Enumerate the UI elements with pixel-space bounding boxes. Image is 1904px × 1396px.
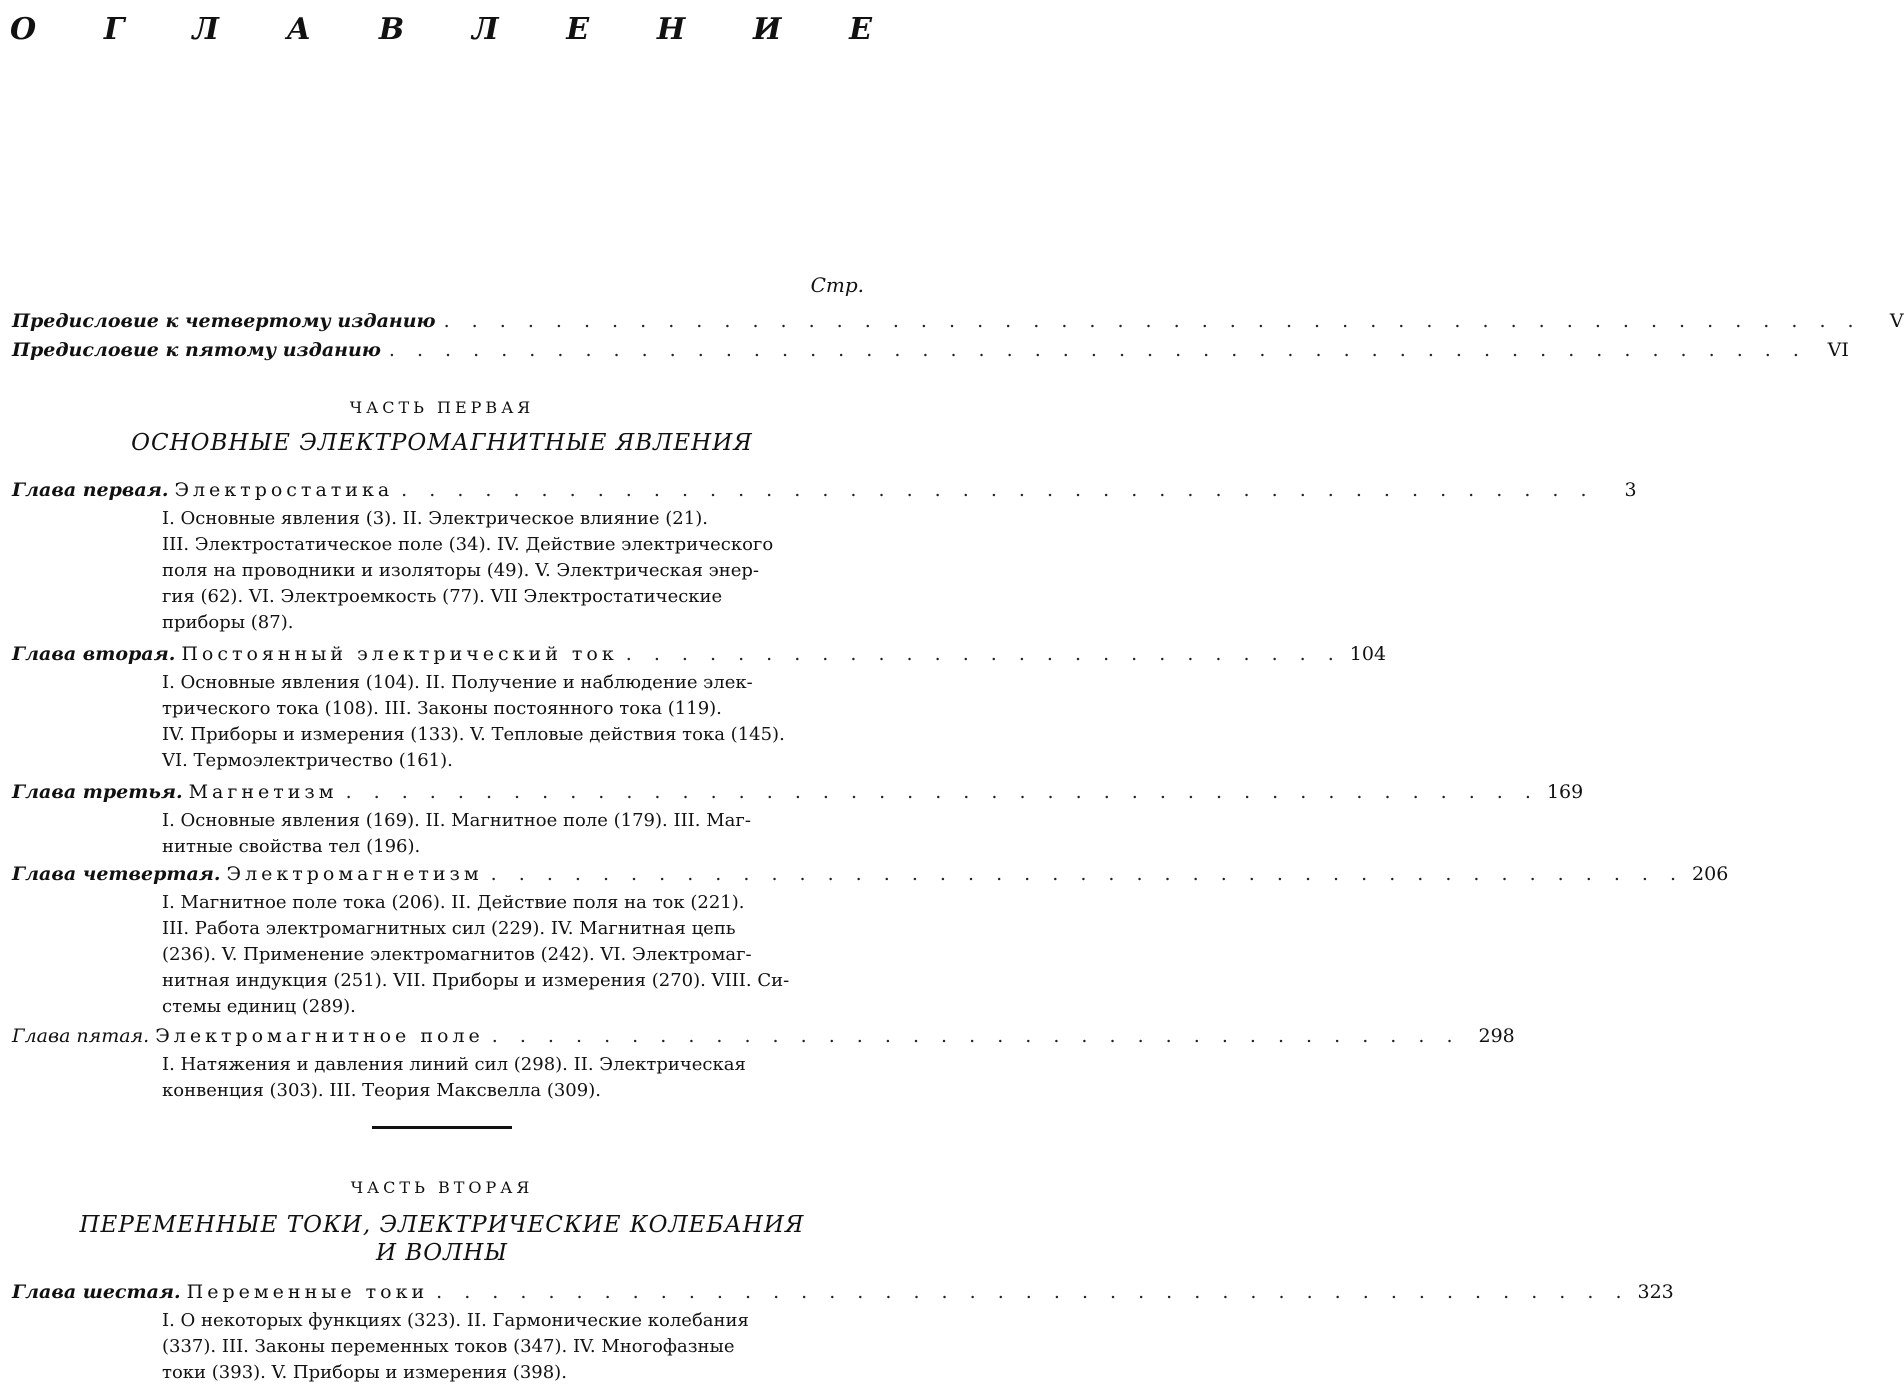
chapter-label: Глава четвертая. xyxy=(12,863,221,885)
chapter-entry xyxy=(12,1278,1674,1306)
contents-line: I. Натяжения и давления линий сил (298). II. Электрическая xyxy=(162,1054,746,1075)
page-column-label: Стр. xyxy=(810,273,864,297)
title-letter: Е xyxy=(566,12,590,47)
page-number: 298 xyxy=(1478,1025,1515,1047)
part-title: ПЕРЕМЕННЫЕ ТОКИ, ЭЛЕКТРИЧЕСКИЕ КОЛЕБАНИЯ xyxy=(79,1212,805,1238)
leader-dots: . . . . . . . . . . . . . . . . . . . . . . . . . . . . . . . . . . . . . . . . . . . xyxy=(490,863,1685,885)
contents-line: поля на проводники и изоляторы (49). V. Электрическая энер- xyxy=(162,560,759,581)
preface-entry xyxy=(12,307,1904,335)
chapter-contents xyxy=(162,1308,806,1386)
chapter-label: Глава вторая. xyxy=(12,643,176,665)
page-number: 104 xyxy=(1349,643,1387,665)
contents-line: нитная индукция (251). VII. Приборы и измерения (270). VIII. Си- xyxy=(162,970,790,991)
page-number: 3 xyxy=(1624,479,1637,501)
chapter-contents xyxy=(162,808,806,860)
title-letter: Л xyxy=(192,12,219,47)
page-number: 169 xyxy=(1546,781,1584,803)
chapter-contents xyxy=(162,1052,806,1104)
title-letter: В xyxy=(378,12,405,47)
chapter-title: Электростатика xyxy=(174,479,394,501)
contents-line: VI. Термоэлектричество (161). xyxy=(162,750,453,771)
title-letter: О xyxy=(10,12,37,47)
leader-dots: . . . . . . . . . . . . . . . . . . . . . . . . . . . . . . . . . . . . . . . . . . . xyxy=(436,1281,1630,1303)
chapter-title: Электромагнетизм xyxy=(226,863,483,885)
leader-dots: . . . . . . . . . . . . . . . . . . . . . . . . . . . . . . . . . . . . . . . . . . . . . . . . . . . xyxy=(443,310,1862,332)
contents-line: приборы (87). xyxy=(162,612,294,633)
chapter-label: Глава третья. xyxy=(12,781,183,803)
contents-line: (337). III. Законы переменных токов (347). IV. Многофазные xyxy=(162,1336,735,1357)
chapter-label: Глава пятая. xyxy=(12,1025,150,1047)
title-letter: Г xyxy=(103,12,125,47)
chapter-title: Переменные токи xyxy=(186,1281,429,1303)
section-divider xyxy=(372,1126,512,1129)
leader-dots: . . . . . . . . . . . . . . . . . . . . . . . . . . . . . . . . . . . . . . . . . . . xyxy=(345,781,1539,803)
page-number: 206 xyxy=(1692,863,1729,885)
contents-line: нитные свойства тел (196). xyxy=(162,836,421,857)
preface-label: Предисловие к четвертому изданию xyxy=(12,310,436,332)
contents-line: гия (62). VI. Электроемкость (77). VII Электростатические xyxy=(162,586,723,607)
chapter-entry xyxy=(12,640,1387,668)
contents-line: конвенция (303). III. Теория Максвелла (309). xyxy=(162,1080,601,1101)
chapter-label: Глава шестая. xyxy=(12,1281,181,1303)
contents-line: токи (393). V. Приборы и измерения (398). xyxy=(162,1362,567,1383)
preface-label: Предисловие к пятому изданию xyxy=(12,339,381,361)
contents-line: I. Основные явления (3). II. Электрическое влияние (21). xyxy=(162,508,708,529)
chapter-entry xyxy=(12,476,1637,504)
part-label: ЧАСТЬ ВТОРАЯ xyxy=(350,1178,534,1197)
leader-dots: . . . . . . . . . . . . . . . . . . . . . . . . . . xyxy=(625,643,1342,665)
contents-line: трического тока (108). III. Законы постоянного тока (119). xyxy=(162,698,722,719)
chapter-entry xyxy=(12,1022,1515,1050)
chapter-title: Электромагнитное поле xyxy=(155,1025,484,1047)
leader-dots: . . . . . . . . . . . . . . . . . . . . . . . . . . . . . . . . . . . . . . . . . . . xyxy=(401,479,1595,501)
contents-line: III. Работа электромагнитных сил (229). IV. Магнитная цепь xyxy=(162,918,736,939)
part-title: ОСНОВНЫЕ ЭЛЕКТРОМАГНИТНЫЕ ЯВЛЕНИЯ xyxy=(131,430,753,456)
title-letter: Е xyxy=(849,12,872,47)
title-letter: А xyxy=(286,12,312,47)
preface-entry xyxy=(12,336,1849,364)
contents-line: IV. Приборы и измерения (133). V. Тепловые действия тока (145). xyxy=(162,724,785,745)
part-label: ЧАСТЬ ПЕРВАЯ xyxy=(349,398,535,417)
contents-line: I. Магнитное поле тока (206). II. Действие поля на ток (221). xyxy=(162,892,745,913)
contents-line: I. Основные явления (104). II. Получение и наблюдение элек- xyxy=(162,672,753,693)
chapter-contents xyxy=(162,670,806,774)
title-letter: Л xyxy=(471,12,499,47)
contents-line: (236). V. Применение электромагнитов (242). VI. Электромаг- xyxy=(162,944,752,965)
page-number: V xyxy=(1889,310,1904,332)
page-title xyxy=(10,10,872,50)
page-number: VI xyxy=(1827,339,1849,361)
page-number: 323 xyxy=(1637,1281,1674,1303)
contents-line: стемы единиц (289). xyxy=(162,996,356,1017)
part-title-continued: И ВОЛНЫ xyxy=(375,1240,508,1266)
chapter-contents xyxy=(162,890,806,1020)
contents-line: I. О некоторых функциях (323). II. Гармонические колебания xyxy=(162,1310,749,1331)
chapter-label: Глава первая. xyxy=(12,479,169,501)
chapter-title: Постоянный электрический ток xyxy=(181,643,618,665)
chapter-entry xyxy=(12,860,1729,888)
contents-line: III. Электростатическое поле (34). IV. Действие электрического xyxy=(162,534,774,555)
contents-line: I. Основные явления (169). II. Магнитное поле (179). III. Маг- xyxy=(162,810,751,831)
leader-dots: . . . . . . . . . . . . . . . . . . . . . . . . . . . . . . . . . . . xyxy=(491,1025,1461,1047)
chapter-title: Магнетизм xyxy=(188,781,338,803)
leader-dots: . . . . . . . . . . . . . . . . . . . . . . . . . . . . . . . . . . . . . . . . . . . . . . . . . . . xyxy=(388,339,1807,361)
title-letter: И xyxy=(752,12,782,47)
title-letter: Н xyxy=(656,12,686,47)
chapter-entry xyxy=(12,778,1584,806)
chapter-contents xyxy=(162,506,806,636)
